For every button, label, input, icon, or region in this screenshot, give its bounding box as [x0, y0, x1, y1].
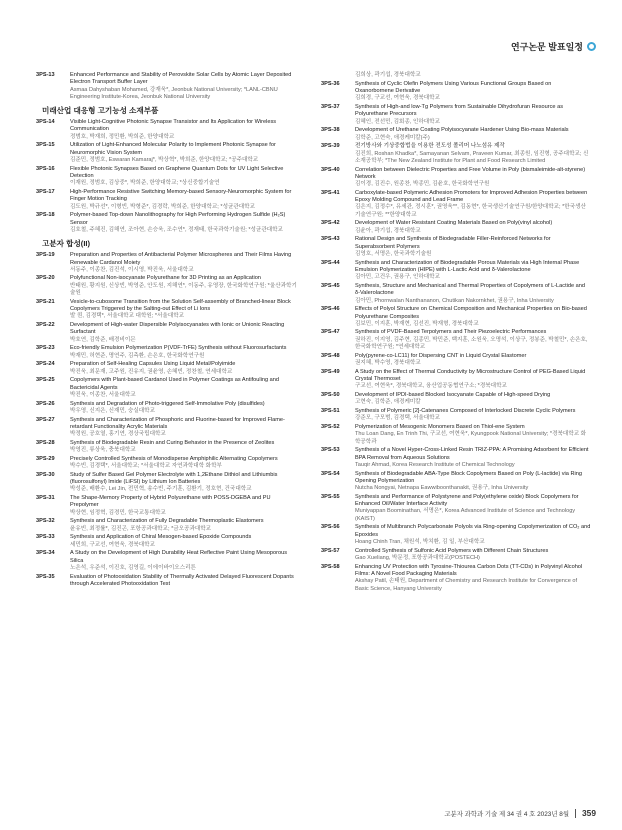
session-code: 3PS-50 — [321, 392, 340, 399]
session-code: 3PS-49 — [321, 368, 340, 375]
paper-authors: Thu Loan Dang, En Trinh Thi, 구교선, 여현욱*, Kyungpook National University; *경북대학교 화학공학과 — [355, 431, 587, 445]
paper-authors: 박호연, 김학준, 배경비이믄 — [70, 336, 136, 343]
paper-authors: 김윤아, 곽기섭, 경북대학교 — [355, 227, 421, 234]
program-entry — [321, 306, 591, 328]
paper-title: Controlled Synthesis of Sulfonic Acid Polymers with Different Chain Structures — [355, 547, 549, 554]
session-code: 3PS-30 — [36, 471, 55, 478]
paper-title: Effects of Polyol Structure on Chemical Composition and Mechanical Properties on Bio-based Polyurethane Composites — [355, 306, 587, 320]
entry-body — [355, 167, 591, 189]
entry-body — [70, 252, 298, 274]
entry-body — [70, 361, 298, 376]
entry-body — [70, 417, 298, 439]
entry-body — [70, 495, 298, 517]
section-heading: 고분자 합성(II) — [42, 239, 91, 249]
program-entry — [36, 440, 298, 455]
program-entry — [36, 377, 298, 399]
entry-body — [70, 119, 298, 141]
program-entry — [321, 104, 591, 126]
entry-body — [355, 369, 591, 391]
program-entry — [36, 252, 298, 274]
session-code: 3PS-34 — [36, 550, 55, 557]
program-entry — [321, 548, 591, 563]
session-code: 3PS-47 — [321, 329, 340, 336]
session-code: 3PS-35 — [36, 573, 55, 580]
paper-title: Synthesis of Polymeric [2]-Catenanes Composed of Interlocked Discrete Cyclic Polymers — [355, 408, 576, 415]
session-code: 3PS-45 — [321, 282, 340, 289]
paper-authors: 박수빈, 김경택*, 서울대학교; *서울대학교 자연과학대학 화학부 — [70, 463, 222, 470]
program-entry — [321, 81, 591, 103]
program-entry — [321, 260, 591, 282]
paper-title: Polymer-based Top-down Nanolithography for High Performing Hydrogen Sulfide (H₂S) Sensor — [70, 212, 286, 226]
paper-title: Synthesis, Structure and Mechanical and Thermal Properties of Copolymers of L-Lactide and δ-Valerolactone — [355, 282, 585, 297]
paper-authors: 김아민, 고건우, 권용구, 인하대학교 — [355, 274, 440, 281]
session-code: 3PS-39 — [321, 143, 340, 150]
paper-authors: 김희경, 구교선, 여현욱, 경북대학교 — [355, 95, 440, 102]
program-entry — [36, 401, 298, 416]
entry-body — [355, 424, 591, 446]
program-entry — [36, 456, 298, 471]
paper-authors: 세민희, 구교선, 여현욱, 경북대학교 — [70, 541, 155, 548]
entry-body — [355, 283, 591, 305]
program-entry — [321, 471, 591, 493]
session-code: 3PS-32 — [36, 518, 55, 525]
program-entry — [321, 392, 591, 407]
entry-body — [355, 564, 591, 593]
paper-authors: 김준민, 정범호, Eswaran Kamaraj*, 박상혁*, 박희준, 한양대학교; *공주대학교 — [70, 157, 259, 164]
session-code: 3PS-16 — [36, 165, 55, 172]
entry-body — [355, 72, 591, 79]
paper-authors: 박진욱, 이종찬, 서울대학교 — [70, 391, 136, 398]
session-code: 3PS-17 — [36, 189, 55, 196]
paper-title: Flexible Photonic Synapses Based on Graphene Quantum Dots for UV Light Selective Detection — [70, 165, 284, 180]
paper-title: Synthesis of High-and low-Tg Polymers from Sustainable Dihydrofuran Resource as Polyurethane Precursors — [355, 103, 563, 118]
entry-body — [70, 518, 298, 533]
paper-title: Poly(pyrene-co-LC11) for Dispersing CNT in Liquid Crystal Elastomer — [355, 352, 527, 359]
entry-body — [70, 440, 298, 455]
program-entry — [321, 167, 591, 189]
session-code: 3PS-23 — [36, 345, 55, 352]
paper-title: Synthesis of Multibranch Polycarbonate Polyols via Ring-opening Copolymerization of CO₂ and Epoxides — [355, 524, 591, 538]
paper-authors: 김보민, 이지훈, 박재현, 김선진, 박재형, 경북대학교 — [355, 320, 479, 327]
paper-title: Synthesis of Cyclic Olefin Polymers Using Various Functional Groups Based on Oxanorbornene Derivative — [355, 80, 552, 94]
paper-authors: 정범호, 박재희, 정민환, 박희준, 한양대학교 — [70, 133, 175, 140]
paper-authors: 김이경, 김진수, 원종찬, 박종민, 김윤호, 한국화학연구원 — [355, 181, 490, 188]
session-code: 3PS-18 — [36, 212, 55, 219]
session-code: 3PS-13 — [36, 72, 55, 78]
paper-title: Development of Urethane Coating Polyisocyanate Hardener Using Bio-mass Materials — [355, 127, 569, 134]
paper-authors: 김호철, 주혜진, 김해연, 조아현, 손승욱, 조수연*, 정재태, 한국과학기술원; *성균관대학교 — [70, 226, 283, 233]
paper-title: Study of Sulfer Based Gel Polymer Electrolyte with 1,2Ethane Dithiol and Lithiumbis (fluorosulfonyl) Imide (LiFSI) by Lithium Ion Batteries — [70, 471, 278, 486]
entry-body — [355, 81, 591, 103]
session-code: 3PS-56 — [321, 524, 340, 531]
left-column — [36, 72, 298, 590]
program-entry — [36, 119, 298, 141]
page-header — [511, 40, 596, 53]
paper-authors: 박영진, 류상욱, 충북대학교 — [70, 447, 136, 454]
session-code: 3PS-55 — [321, 493, 340, 500]
session-code: 3PS-46 — [321, 306, 340, 313]
paper-title: A Study on the Effect of Thermal Conductivity by Microstructure Control of PEG-Based Liquid Crystal Thermoset — [355, 368, 586, 383]
program-entry — [321, 353, 591, 368]
paper-authors: 박재민, 허현준, 명연주, 김측환, 손은호, 한국화학연구원 — [70, 352, 205, 359]
paper-authors: 권지혜, 박수영, 경북대학교 — [355, 360, 421, 367]
entry-body — [70, 534, 298, 549]
entry-body — [355, 548, 591, 563]
program-entry — [321, 127, 591, 142]
program-entry — [36, 166, 298, 188]
entry-body — [355, 447, 591, 469]
paper-authors: 고현숙, 김학준, 애경케미칼 — [355, 399, 421, 406]
paper-title: Development of High-water Dispersible Polyisocyanates with Ionic or Unionic Reacting Surfactant — [70, 322, 285, 336]
paper-authors: 김진희, Roshan Khadka*, Samayanan Selvam, Praveen Kumar, 최종원, 임진형, 공주대학교; 신소재공학부; *The New Zealand Institute for Plant and Food Research Limited — [355, 150, 589, 164]
entry-body — [70, 456, 298, 471]
paper-authors: 강준모, 구모범, 김경택, 서울대학교 — [355, 415, 440, 422]
paper-authors: 박진욱, 최문재, 고주원, 진유지, 권윤영, 손혜빈, 정찬철, 연세대학교 — [70, 368, 233, 375]
program-entry — [321, 524, 591, 546]
entry-body — [70, 142, 298, 164]
paper-title: Rational Design and Synthesis of Biodegradable Filler-Reinforced Networks for Superabsorbent Polymers — [355, 236, 551, 250]
footer-divider — [575, 809, 576, 818]
paper-authors: 김도원, 박규선*, 이형빈, 박형준*, 김경락, 박희준, 한양대학교; *성균관대학교 — [70, 203, 255, 210]
circle-bullet-icon — [587, 42, 596, 51]
paper-title: Synthesis and Application of Chiral Mesogen-based Epoxide Compounds — [70, 534, 252, 541]
session-code: 3PS-58 — [321, 563, 340, 570]
paper-authors: 노은석, 우준석, 이진호, 김영길, 이에이바이오스리튼 — [70, 564, 196, 571]
entry-body — [355, 190, 591, 219]
paper-title: A Study on the Development of High Durability Heat Reflective Paint Using Mesoporous Silica — [70, 550, 288, 564]
paper-title: Polymerization of Mesogenic Monomers Based on Thiol-ene System — [355, 424, 525, 430]
entry-body — [70, 189, 298, 211]
entry-body — [70, 299, 298, 321]
program-entry — [36, 345, 298, 360]
paper-authors: 김은지, 김정수*, 유세관, 정시훈*, 권영욱**, 김동현*, 한국생산기술연구원/한양대학교; *한국생산기술연구원; **한양대학교 — [355, 204, 586, 218]
session-code: 3PS-14 — [36, 119, 55, 126]
session-code: 3PS-24 — [36, 361, 55, 368]
paper-title: Synthesis and Characterization of Phosphoric and Fluorine-based for Improved Flame-retardant Functionality Acrylic Materials — [70, 416, 285, 430]
right-column — [321, 72, 591, 594]
session-code: 3PS-53 — [321, 447, 340, 454]
paper-title: Synthesis and Characterization of Fully Degradable Thermoplastic Elastomers — [70, 518, 264, 525]
entry-body — [70, 550, 298, 572]
paper-authors: 발 퀀, 김경택*, 서울대학교 대학원; *서울대학교 — [70, 313, 185, 320]
entry-body — [355, 524, 591, 546]
paper-authors: 반태원, 황지원, 신상빈, 박영준, 안도원, 지해연*, 이동주, 유영장, 한국화학연구원; *울산과학기술원 — [70, 282, 297, 297]
session-code: 3PS-21 — [36, 298, 55, 305]
entry-body — [355, 353, 591, 368]
program-entry — [36, 72, 298, 101]
paper-authors: Gao Xueliang, 박문정, 포항공과대학교(POSTECH) — [355, 555, 480, 561]
paper-authors: Hoang Chinh Tran, 채원석, 박치환, 김 일, 부산대학교 — [355, 539, 485, 546]
entry-body — [70, 472, 298, 494]
program-entry — [36, 495, 298, 517]
paper-title: Utilization of Light-Enhanced Molecular Polarity to Implement Photonic Synapse for Neuromorphic Vision System — [70, 142, 276, 156]
paper-title: Copolymers with Plant-based Cardanol Used in Polymer Coatings as Antifouling and Bactericidal Agents — [70, 377, 279, 391]
paper-title: Synthesis of PVDF-Based Terpolymers and Their Piezoelectric Performances — [355, 329, 547, 336]
paper-authors: 박상현, 임정혁, 김경민, 한국교통대학교 — [70, 509, 166, 516]
entry-body — [70, 574, 298, 589]
session-code: 3PS-41 — [321, 189, 340, 196]
paper-title: Visible Light-Cognitive Photonic Synapse Transistor and Its Application for Wireless Communication — [70, 119, 277, 133]
paper-title: Enhanced Performance and Stability of Perovskite Solar Cells by Atomic Layer Deposited Electron Transport Buffer Layer — [70, 72, 292, 86]
paper-authors: 이재원, 정범호, 김상중*, 박희준, 한양대학교; *상신중합기술연 — [70, 180, 220, 187]
paper-title: Polyfunctional Non-isocyanate Polyurethane for 3D Printing as an Application — [70, 275, 261, 282]
paper-authors: Akshay Patil, 손태원, Department of Chemistry and Research Institute for Convergence of Basic Science, Hanyang University — [355, 578, 578, 592]
paper-authors: 박정원, 공호열, 홍기연, 경상국립대학교 — [70, 431, 166, 438]
paper-title: High-Performance Resistive Switching Memory-based Sensory-Neuromorphic System for Finger Motion Tracking — [70, 189, 292, 203]
paper-title: 전기방사와 기상중합법을 이용한 전도성 폴리머 나노섬유 제작 — [355, 143, 505, 150]
paper-authors: Asmaa Dahyshaban Mohamed, 강재욱*, Jeonbuk National University; *LANL-CBNU Engineering Institute-Korea, Jeonbuk National University — [70, 86, 278, 100]
session-code: 3PS-33 — [36, 534, 55, 541]
entry-body — [355, 260, 591, 282]
program-entry — [36, 417, 298, 439]
session-code: 3PS-42 — [321, 220, 340, 227]
session-code: 3PS-27 — [36, 416, 55, 423]
journal-info: 고분자 과학과 기술 제 34 권 4 호 2023년 8월 — [444, 810, 570, 818]
entry-body — [355, 408, 591, 423]
program-entry — [321, 190, 591, 219]
program-entry — [321, 369, 591, 391]
paper-title: Carboxylate-based Polymeric Adhesion Promoters for Improved Adhesion Properties between Epoxy Molding Compound and Lead Frame — [355, 189, 588, 204]
session-code: 3PS-54 — [321, 470, 340, 477]
entry-body — [355, 494, 591, 523]
paper-title: Preparation of Self-Healing Capsules Using Liquid Metal/Polyimide — [70, 361, 236, 368]
session-code: 3PS-48 — [321, 352, 340, 359]
paper-authors: Muniyappan Boominathan, 서명은*, Korea Advanced Institute of Science and Technology (KAIST) — [355, 508, 576, 522]
paper-authors: 김희상, 곽기섭, 경북대학교 — [355, 72, 421, 78]
program-entry — [36, 518, 298, 533]
program-entry — [321, 447, 591, 469]
paper-authors: Nutcha Nongyai, Netnapa Eawwiboonthanakit, 권용구, Inha University — [355, 485, 529, 492]
paper-title: Evaluation of Photooxidation Stability of Thermally Activated Delayed Fluorescent Dopants through Accelerated Photooxidation Test — [70, 573, 294, 587]
paper-authors: 김영호, 서명은, 한국과학기술원 — [355, 250, 432, 257]
session-code: 3PS-38 — [321, 127, 340, 134]
session-code — [321, 72, 355, 79]
paper-authors: 김혜인, 전선민, 김회종, 인하대학교 — [355, 118, 440, 125]
program-entry — [321, 143, 591, 165]
program-entry — [321, 220, 591, 235]
program-entry — [321, 236, 591, 258]
program-entry — [321, 494, 591, 523]
program-entry — [321, 72, 591, 79]
session-code: 3PS-43 — [321, 236, 340, 243]
session-code: 3PS-19 — [36, 252, 55, 259]
page-number: 359 — [582, 808, 596, 818]
program-entry — [36, 534, 298, 549]
entry-body — [355, 329, 591, 351]
paper-title: Synthesis of Biodegradable Resin and Curing Behavior in the Presence of Zeolites — [70, 439, 275, 446]
program-entry — [321, 329, 591, 351]
entry-body — [70, 401, 298, 416]
program-entry — [321, 283, 591, 305]
session-code: 3PS-36 — [321, 80, 340, 87]
entry-body — [355, 127, 591, 142]
section-heading: 미래산업 대응형 고기능성 소재부품 — [42, 106, 159, 116]
paper-title: Synthesis and Performance of Polystyrene and Poly(ethylene oxide) Block Copolymers for Enhanced Oil/Water Interface Activity — [355, 493, 579, 508]
paper-title: Synthesis and Characterization of Biodegradable Porous Materials via High Internal Phase Emulsion Polymerization (HIPE) with L-Lactic Acid and δ-Valerolactone — [355, 259, 580, 273]
entry-body — [70, 166, 298, 188]
paper-title: Development of Water Resistant Coating Materials Based on Poly(vinyl alcohol) — [355, 220, 553, 227]
entry-body — [355, 220, 591, 235]
paper-title: Enhancing UV Protection with Tyrosine-Thiourea Carbon Dots (TT-CDs) in Polyvinyl Alcohol Films: A Novel Food Packaging Materials — [355, 563, 583, 577]
paper-authors: 김학준, 고현숙, 애경케미칼(주) — [355, 134, 430, 141]
session-code: 3PS-29 — [36, 455, 55, 462]
session-code: 3PS-22 — [36, 322, 55, 329]
program-entry — [36, 212, 298, 234]
entry-body — [355, 306, 591, 328]
program-entry — [36, 574, 298, 589]
program-entry — [321, 564, 591, 593]
program-entry — [36, 361, 298, 376]
session-code: 3PS-44 — [321, 259, 340, 266]
session-code: 3PS-31 — [36, 495, 55, 502]
session-code: 3PS-20 — [36, 275, 55, 282]
paper-authors: 구교선, 여현욱*, 경북대학교, 융산업공동협연구소; *경북대학교 — [355, 383, 507, 390]
program-entry — [321, 424, 591, 446]
entry-body — [70, 212, 298, 234]
program-entry — [36, 275, 298, 297]
program-entry — [321, 408, 591, 423]
paper-title: Precisely Controlled Synthesis of Monodisperse Amphiphilic Alternating Copolymers — [70, 455, 278, 462]
paper-title: Preparation and Properties of Antibacterial Polymer Microspheres and Their Films Having Renewable Cardanol Moiety — [70, 252, 292, 266]
paper-authors: 김아민, Phornwalan Nanthananon, Chutikan Nakornkhet, 권용구, Inha University — [355, 297, 554, 304]
entry-body — [355, 143, 591, 165]
paper-title: Eco-friendly Emulsion Polymerization P(VDF-TrFE) Synthesis without Fluorosurfactants — [70, 345, 287, 352]
entry-body — [70, 72, 298, 101]
entry-body — [70, 275, 298, 297]
paper-authors: 서동주, 이종찬, 김진석, 이시영, 박진욱, 서울대학교 — [70, 266, 194, 273]
paper-authors: 박우영, 신지은, 신재민, 숭실대학교 — [70, 407, 155, 414]
entry-body — [70, 322, 298, 344]
paper-title: The Shape-Memory Property of Hybrid Polyurethane with POSS-DGEBA and PU Prepolymer — [70, 495, 271, 509]
paper-authors: 권하진, 이지영, 김주현, 김종민, 박민준, 백지훈, 소원욱, 오명석, 이상구, 정봉준, 박철민*, 손은호, 한국화학연구원; *연세대학교 — [355, 336, 588, 351]
page-footer — [444, 808, 596, 818]
entry-body — [70, 345, 298, 360]
entry-body — [355, 471, 591, 493]
paper-title: Correlation between Dielectric Properties and Free Volume in Poly (bismaleimide-alt-styrene) Network — [355, 166, 586, 180]
program-entry — [36, 142, 298, 164]
program-entry — [36, 189, 298, 211]
paper-authors: 박성준, 배환수, Lei Jin, 전민혁, 송수빈, 주기훈, 김환기, 정호현, 건국대학교 — [70, 486, 252, 493]
paper-title: Synthesis of Biodegradable ABA-Type Block Copolymers Based on Poly (L-lactide) via Ring Opening Polymerization — [355, 470, 582, 484]
program-entry — [36, 299, 298, 321]
session-code: 3PS-37 — [321, 103, 340, 110]
entry-body — [355, 104, 591, 126]
entry-body — [355, 236, 591, 258]
program-entry — [36, 550, 298, 572]
paper-authors: Tauqir Ahmad, Korea Research Institute of Chemical Technology — [355, 461, 515, 468]
session-code: 3PS-57 — [321, 547, 340, 554]
entry-body — [355, 392, 591, 407]
session-code: 3PS-26 — [36, 400, 55, 407]
session-code: 3PS-15 — [36, 142, 55, 149]
session-code: 3PS-52 — [321, 424, 340, 430]
program-entry — [36, 322, 298, 344]
session-code: 3PS-25 — [36, 377, 55, 384]
program-entry — [36, 472, 298, 494]
paper-title: Development of IPDI-based Blocked Isocyanate Capable of High-speed Drying — [355, 392, 551, 399]
session-code: 3PS-28 — [36, 439, 55, 446]
paper-title: Synthesis of a Novel Hyper-Cross-Linked Resin TRIZ-PPA: A Promising Adsorbent for Efficient BPA Removal from Aqueous Solutions — [355, 447, 589, 461]
entry-body — [70, 377, 298, 399]
paper-title: Synthesis and Degradation of Photo-triggered Self-Immolative Poly (disulfides) — [70, 400, 265, 407]
paper-authors: 윤유빈, 최정률*, 김진곤, 포항공과대학교; *금오공과대학교 — [70, 525, 212, 532]
header-title: 연구논문 발표일정 — [510, 42, 583, 52]
session-code: 3PS-40 — [321, 166, 340, 173]
session-code: 3PS-51 — [321, 408, 340, 415]
paper-title: Vesicle-to-cubosome Transition from the Solution Self-assembly of Branched-linear Block Copolymers Triggered by the Salting-out Effect of Li Ions — [70, 298, 291, 313]
